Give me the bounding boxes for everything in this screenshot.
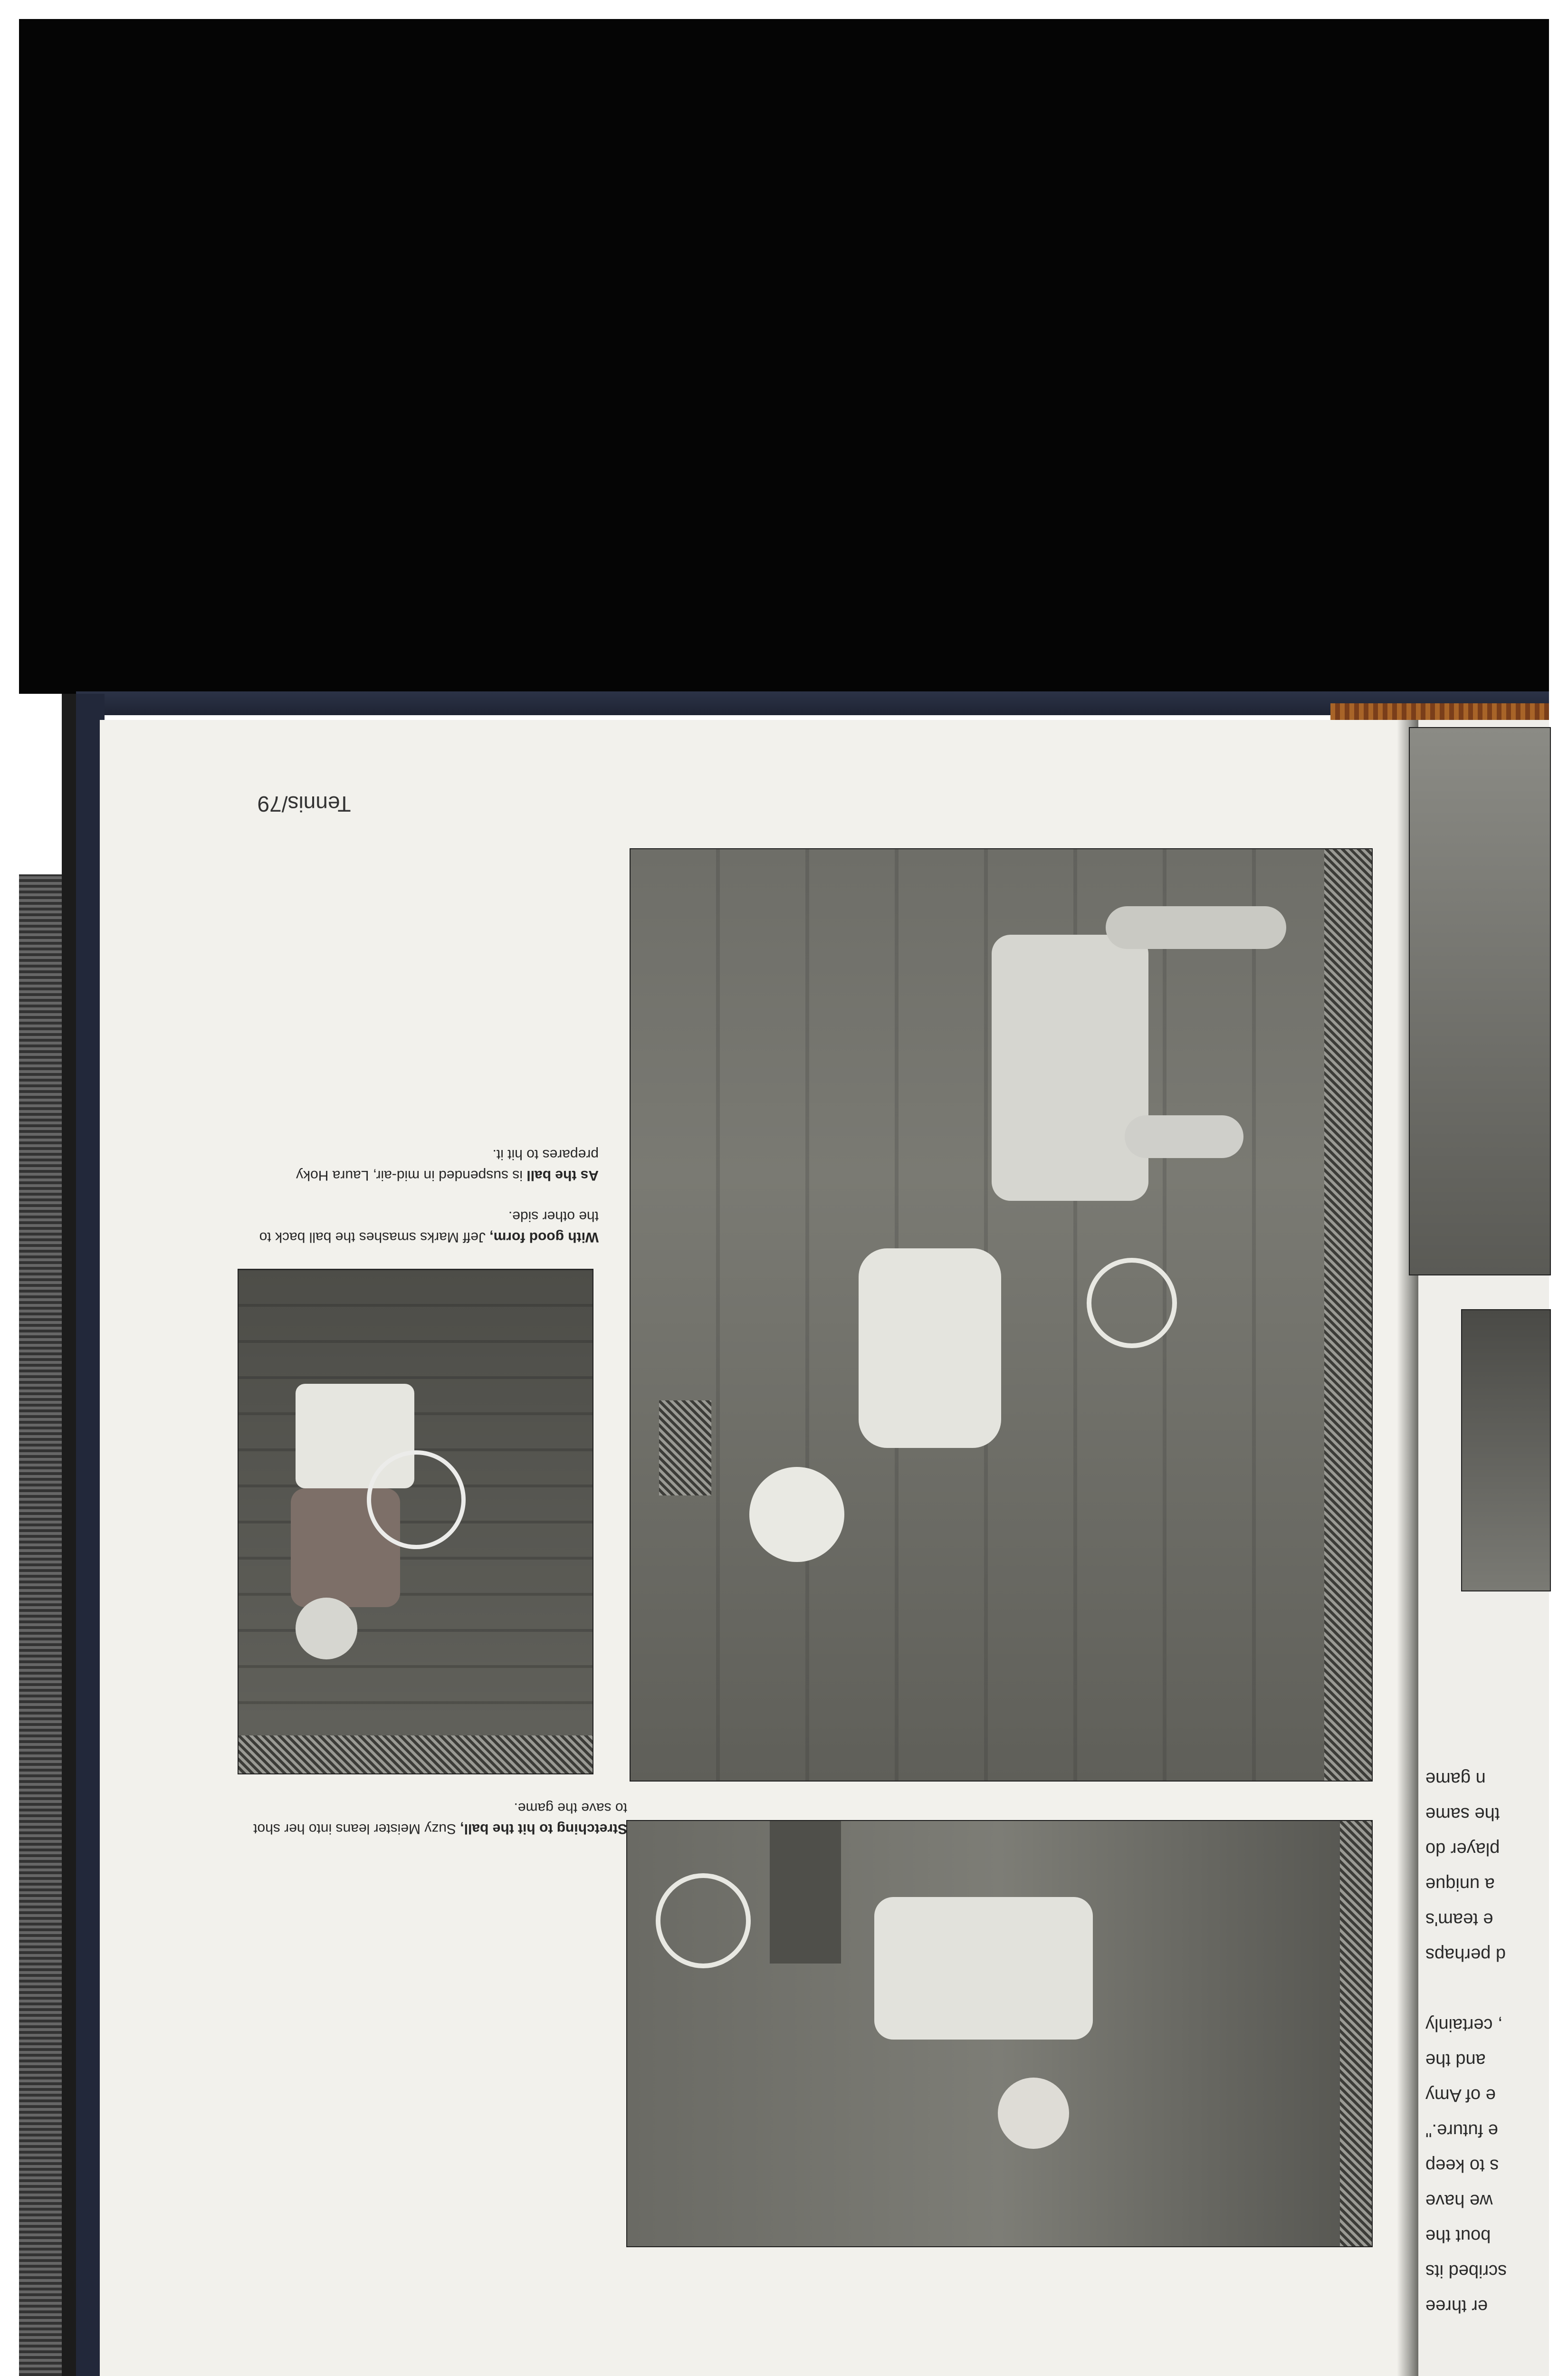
player-head <box>296 1598 357 1659</box>
tennis-racket <box>1087 1258 1177 1348</box>
caption-laura-hoky <box>238 1133 599 1186</box>
player-head <box>998 2078 1069 2149</box>
page-number: Tennis/79 <box>257 792 351 816</box>
player-skirt <box>770 1821 841 1964</box>
text-line: e team's <box>1425 1909 1493 1929</box>
caption-lead: Stretching to hit the ball, <box>460 1821 627 1837</box>
fence <box>1340 1821 1372 2246</box>
tennis-racket <box>367 1450 466 1549</box>
text-line: bout the <box>1425 2226 1491 2246</box>
caption-text: Suzy Meister leans into her shot to save the game. <box>253 1800 627 1837</box>
caption-lead: As the ball <box>526 1168 599 1183</box>
text-line <box>1425 1972 1549 2007</box>
photo-facing-page-cropped <box>1409 727 1551 1275</box>
text-line: a unique <box>1425 1874 1495 1894</box>
text-line: s to keep <box>1425 2156 1499 2175</box>
player-shorts-shirt <box>992 935 1148 1201</box>
photo-jeff-marks <box>238 1269 593 1774</box>
text-line: er three <box>1425 2296 1488 2316</box>
caption-jeff-marks <box>238 1195 599 1247</box>
player-torso <box>859 1248 1001 1448</box>
text-line: d perhaps <box>1425 1945 1506 1964</box>
text-line: and the <box>1425 2050 1486 2070</box>
text-line: we have <box>1425 2191 1493 2211</box>
caption-lead: With good form, <box>489 1229 599 1245</box>
book-cover-fabric <box>1330 703 1549 722</box>
text-line: e future." <box>1425 2120 1498 2140</box>
caption-text: is suspended in mid-air, Laura Hoky prepares to hit it. <box>296 1147 599 1183</box>
player-head <box>749 1467 844 1562</box>
book-cover-top-edge <box>76 691 1549 715</box>
text-line: n game <box>1425 1769 1486 1789</box>
text-line: player do <box>1425 1839 1500 1859</box>
player-body <box>874 1897 1093 2040</box>
photo-laura-hoky <box>630 848 1373 1782</box>
text-line: e of Amy <box>1425 2085 1496 2105</box>
player-leg <box>1125 1115 1243 1158</box>
text-line: , certainly <box>1425 2015 1503 2035</box>
photo-suzy-meister <box>626 1820 1373 2247</box>
fence <box>239 1735 593 1773</box>
text-line: scribed its <box>1425 2261 1507 2281</box>
photo-facing-page-small <box>1461 1309 1551 1591</box>
text-line: the same <box>1425 1804 1500 1824</box>
player-leg <box>1106 906 1286 949</box>
fence <box>1324 849 1372 1781</box>
fence-detail <box>659 1400 711 1495</box>
caption-text: Jeff Marks smashes the ball back to the other side. <box>259 1208 599 1245</box>
caption-suzy-meister <box>238 1787 627 1839</box>
tennis-racket <box>656 1873 751 1968</box>
scan-background <box>19 19 1549 694</box>
facing-page-text-column <box>1425 1769 1549 2324</box>
scan-edge-stripes <box>19 874 62 2376</box>
